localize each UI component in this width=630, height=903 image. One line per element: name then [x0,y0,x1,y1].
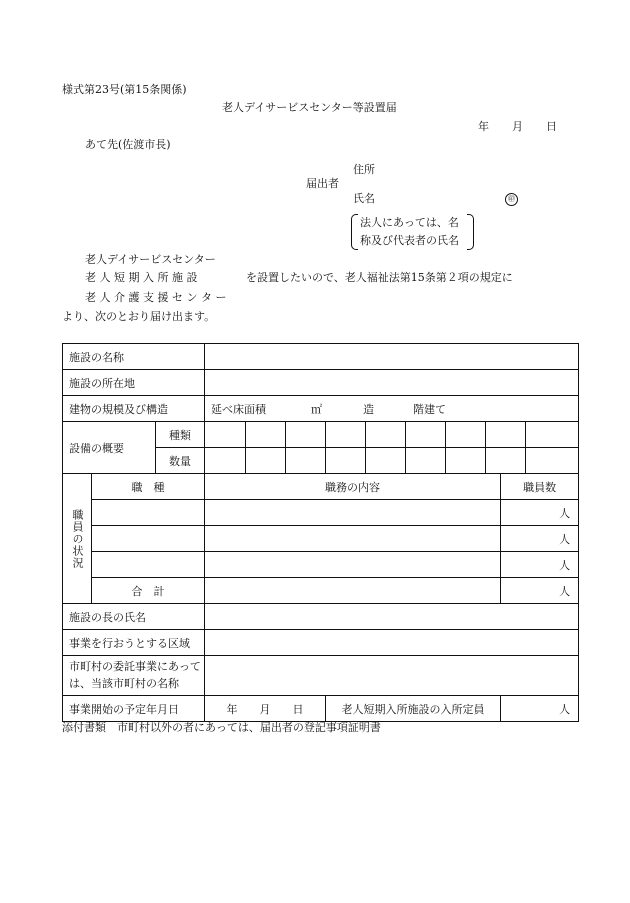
job-content-header: 職務の内容 [205,474,501,500]
table-row [63,578,579,604]
date-month-label: 月 [512,120,523,133]
notifier-label: 届出者 [306,177,339,190]
table-row [63,630,579,656]
service-area-label: 事業を行おうとする区域 [63,630,205,656]
staff-total-content[interactable] [205,578,501,604]
building-scale-label: 建物の規模及び構造 [63,396,205,422]
table-row [63,696,579,722]
corp-note-line-1: 法人にあっては、名 [360,216,459,229]
job-content-field[interactable] [205,526,501,552]
equipment-quantity-cell[interactable] [526,448,579,474]
option-care-support-center: 老 人 介 護 支 援 セ ン タ ー [85,291,227,304]
service-area-field[interactable] [205,630,579,656]
facility-name-label: 施設の名称 [63,344,205,370]
floor-area-label: 延べ床面積 [211,402,267,416]
table-row [63,344,579,370]
table-row [63,474,579,500]
seal-mark: ㊞ [505,193,518,206]
table-row [63,396,579,422]
equipment-quantity-cell[interactable] [326,448,366,474]
capacity-field[interactable]: 人 [501,696,579,722]
equipment-overview-label: 設備の概要 [63,422,156,474]
start-day-label: 日 [292,702,304,716]
equipment-quantity-cell[interactable] [486,448,526,474]
start-date-field[interactable] [205,696,326,722]
address-label: 住所 [353,163,375,176]
equipment-kind-cell[interactable] [366,422,406,448]
staff-status-label: 職員の状況 [63,474,92,604]
job-type-field[interactable] [92,552,205,578]
name-label: 氏名 [353,192,375,205]
facility-name-field[interactable] [205,344,579,370]
equipment-quantity-cell[interactable] [446,448,486,474]
commissioned-municipality-label: 市町村の委託事業にあっては、当該市町村の名称 [63,656,205,696]
facility-location-field[interactable] [205,370,579,396]
equipment-kind-cell[interactable] [406,422,446,448]
job-content-field[interactable] [205,552,501,578]
bracket-left [351,214,358,250]
equipment-quantity-cell[interactable] [246,448,286,474]
job-content-field[interactable] [205,500,501,526]
option-day-service-center: 老人デイサービスセンター [85,253,216,266]
equipment-quantity-cell[interactable] [205,448,246,474]
table-row [63,500,579,526]
form-number: 様式第23号(第15条関係) [62,83,187,96]
job-type-header: 職 種 [92,474,205,500]
equipment-kind-cell[interactable] [286,422,326,448]
equipment-kind-cell[interactable] [446,422,486,448]
equipment-quantity-label: 数量 [156,448,205,474]
job-type-field[interactable] [92,526,205,552]
equipment-kind-cell[interactable] [486,422,526,448]
body-sentence: を設置したいので、老人福祉法第15条第２項の規定に [246,271,513,284]
sqm-unit: ㎡ [311,402,323,416]
equipment-kind-cell[interactable] [526,422,579,448]
commissioned-municipality-field[interactable] [205,656,579,696]
table-row [63,656,579,696]
capacity-label: 老人短期入所施設の入所定員 [326,696,501,722]
head-name-label: 施設の長の氏名 [63,604,205,630]
equipment-kind-label: 種類 [156,422,205,448]
equipment-kind-cell[interactable] [205,422,246,448]
head-name-field[interactable] [205,604,579,630]
job-type-field[interactable] [92,500,205,526]
staff-total-count[interactable]: 人 [501,578,579,604]
form-title: 老人デイサービスセンター等設置届 [222,101,397,114]
start-year-label: 年 [226,702,238,716]
bracket-right [467,214,474,250]
staff-count-field[interactable]: 人 [501,500,579,526]
equipment-quantity-cell[interactable] [366,448,406,474]
floors-label: 階建て [413,402,447,416]
structure-label: 造 [363,402,375,416]
date-year-label: 年 [478,120,489,133]
date-day-label: 日 [546,120,557,133]
corp-note-line-2: 称及び代表者の氏名 [360,234,459,247]
facility-location-label: 施設の所在地 [63,370,205,396]
start-date-label: 事業開始の予定年月日 [63,696,205,722]
equipment-quantity-cell[interactable] [286,448,326,474]
attachments-note: 添付書類 市町村以外の者にあっては、届出者の登記事項証明書 [62,721,381,734]
staff-count-field[interactable]: 人 [501,552,579,578]
body-sentence-end: より、次のとおり届け出ます。 [62,310,216,323]
staff-count-header: 職員数 [501,474,579,500]
equipment-kind-cell[interactable] [246,422,286,448]
staff-total-label: 合 計 [92,578,205,604]
equipment-kind-cell[interactable] [326,422,366,448]
equipment-quantity-cell[interactable] [406,448,446,474]
notification-form-table [62,343,579,722]
staff-count-field[interactable]: 人 [501,526,579,552]
table-row [63,604,579,630]
table-row [63,552,579,578]
addressee: あて先(佐渡市長) [85,138,171,151]
table-row [63,526,579,552]
building-scale-field[interactable] [205,396,579,422]
start-month-label: 月 [259,702,271,716]
table-row [63,370,579,396]
table-row [63,422,579,448]
option-short-stay-facility: 老 人 短 期 入 所 施 設 [85,271,198,284]
